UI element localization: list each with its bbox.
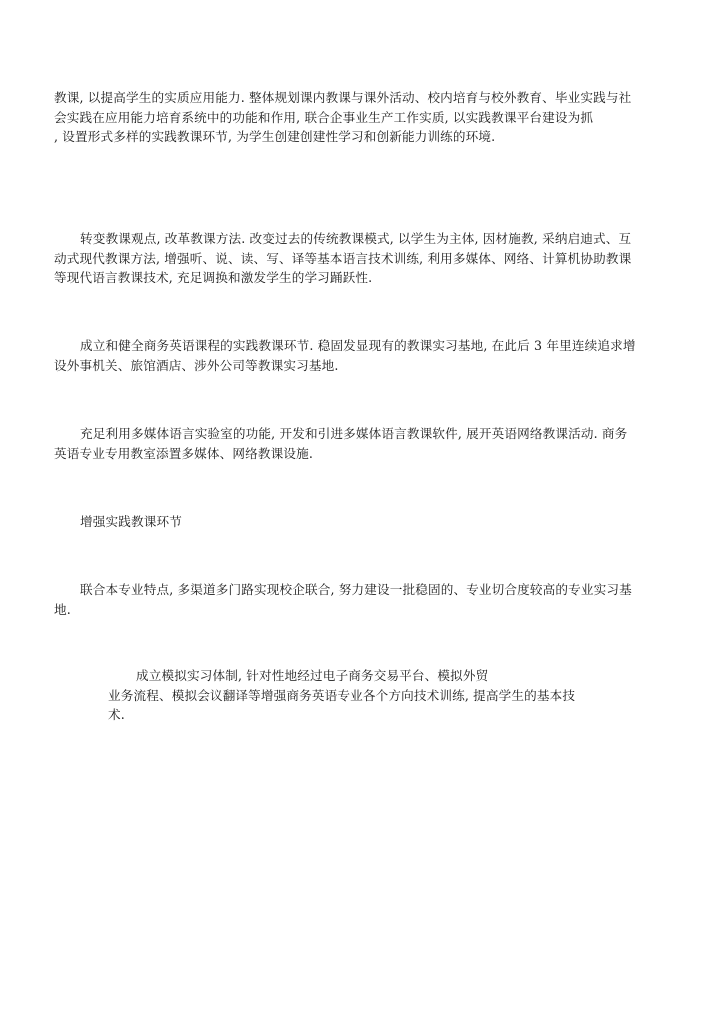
paragraph-line: 充足利用多媒体语言实验室的功能, 开发和引进多媒体语言教课软件, 展开英语网络教课活动. 商务 xyxy=(80,426,628,441)
paragraph-internship-bases xyxy=(54,336,666,375)
section-heading-practical-teaching xyxy=(54,512,666,532)
paragraph-line: 英语专业专用教室添置多媒体、网络教课设施. xyxy=(54,445,314,461)
paragraph-line: 会实践在应用能力培育系统中的功能和作用, 联合企事业生产工作实质, 以实践教课平台建设为抓 xyxy=(54,109,594,125)
paragraph-line: 地. xyxy=(54,601,71,617)
paragraph-line: 转变教课观点, 改革教课方法. 改变过去的传统教课模式, 以学生为主体, 因材施教, 采纳启迪式、互 xyxy=(80,231,632,246)
paragraph-line: 成立和健全商务英语课程的实践教课环节. 稳固发显现有的教课实习基地, 在此后 3 年里连续追求增 xyxy=(80,338,636,353)
paragraph-teaching-method-reform xyxy=(54,229,666,288)
paragraph-practical-teaching-platform xyxy=(54,88,666,147)
paragraph-line: 动式现代教课方法, 增强听、说、读、写、译等基本语言技术训练, 利用多媒体、网络、计算机协助教课 xyxy=(54,250,632,266)
paragraph-line: 设外事机关、旅馆酒店、涉外公司等教课实习基地. xyxy=(54,357,339,373)
paragraph-school-enterprise xyxy=(54,580,666,619)
paragraph-line: 教课, 以提高学生的实质应用能力. 整体规划课内教课与课外活动、校内培育与校外教育、毕业实践与社 xyxy=(54,90,632,105)
paragraph-line: 联合本专业特点, 多渠道多门路实现校企联合, 努力建设一批稳固的、专业切合度较高的专业实习基 xyxy=(80,582,632,597)
section-heading-text: 增强实践教课环节 xyxy=(80,514,182,529)
paragraph-line: 术. xyxy=(108,707,125,722)
paragraph-line: 业务流程、模拟会议翻译等增强商务英语专业各个方向技术训练, 提高学生的基本技 xyxy=(108,687,576,703)
paragraph-line: 成立模拟实习体制, 针对性地经过电子商务交易平台、模拟外贸 xyxy=(136,668,489,683)
paragraph-line: 等现代语言教课技术, 充足调换和激发学生的学习踊跃性. xyxy=(54,270,373,285)
paragraph-line: , 设置形式多样的实践教课环节, 为学生创建创建性学习和创新能力训练的环境. xyxy=(54,129,496,144)
paragraph-simulated-internship xyxy=(108,666,628,725)
paragraph-multimedia-lab xyxy=(54,424,666,463)
